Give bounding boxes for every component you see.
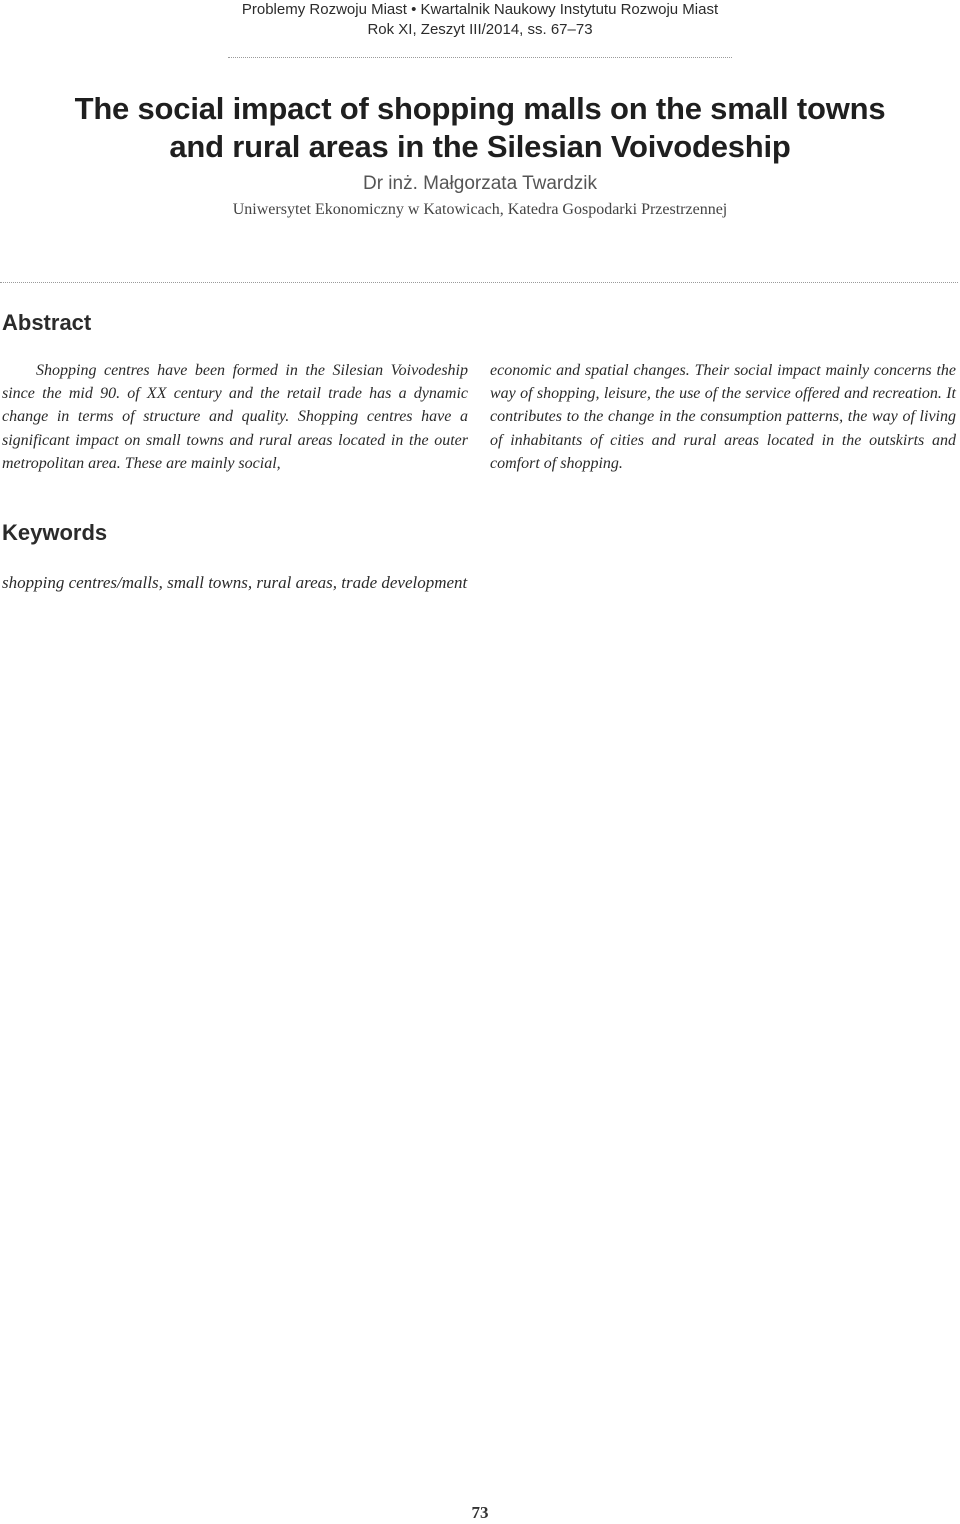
page-number: 73 [471,1503,489,1522]
header-divider [228,57,732,58]
author-name: Dr inż. Małgorzata Twardzik [362,173,598,194]
article-title-line-2: and rural areas in the Silesian Voivodeship [169,129,791,164]
author-affiliation: Uniwersytet Ekonomiczny w Katowicach, Katedra Gospodarki Przestrzennej [232,201,728,218]
abstract-text-right-column: economic and spatial changes. Their social impact mainly concerns the way of shopping, leisure, the use of the service offered and recreation. It contributes to the change in the consumption patterns, the way of living of inhabitants of cities and rural areas located in the outskirts and comfort of shopping. [490,362,956,472]
abstract-text-left-column: Shopping centres have been formed in the Silesian Voivodeship since the mid 90. of XX century and the retail trade has a dynamic change in terms of structure and quality. Shopping centres have a significant impact on small towns and rural areas located in the outer metropolitan area. These are mainly social, [2,362,468,472]
keywords-heading: Keywords [2,520,108,545]
journal-name: Problemy Rozwoju Miast • Kwartalnik Naukowy Instytutu Rozwoju Miast [241,1,719,18]
section-divider [0,282,958,283]
journal-header [0,0,960,40]
article-title-line-1: The social impact of shopping malls on the small towns [74,91,886,126]
journal-issue: Rok XI, Zeszyt III/2014, ss. 67–73 [367,21,593,38]
article-title [0,90,960,166]
abstract-heading: Abstract [2,310,92,335]
keywords-list: shopping centres/malls, small towns, rural areas, trade development [2,573,468,592]
